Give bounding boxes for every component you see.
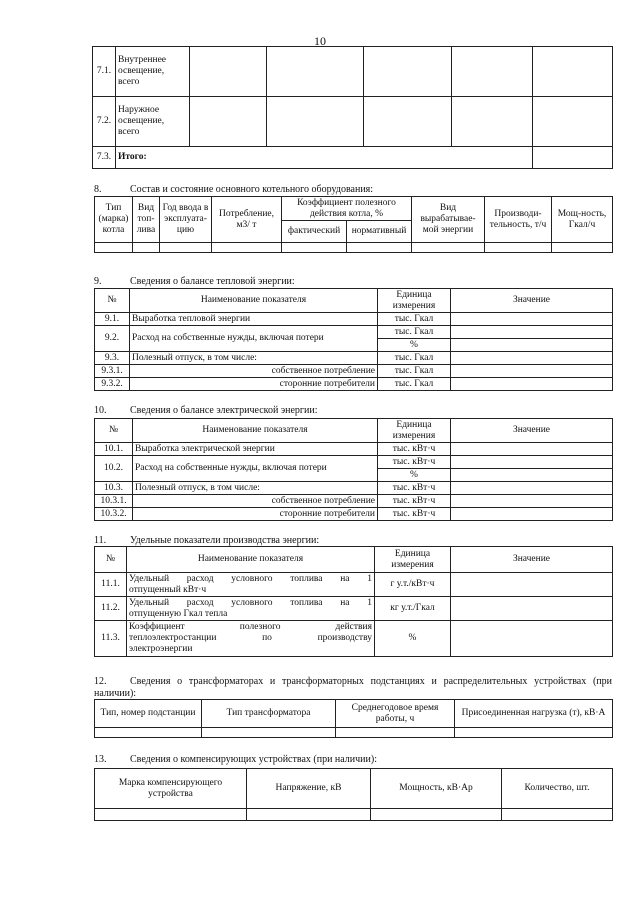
column-header: Напряжение, кВ — [247, 769, 371, 809]
table-row — [95, 378, 613, 391]
row-label — [127, 597, 375, 621]
column-header: Тип трансформатора — [202, 700, 336, 728]
column-header: Вид топ-лива — [133, 197, 160, 243]
table-row — [95, 809, 613, 821]
column-header: Среднегодовое время работы, ч — [336, 700, 455, 728]
table-row — [95, 728, 613, 738]
column-header: Значение — [451, 289, 613, 313]
section-10-title — [94, 405, 318, 417]
row-number: 7.1. — [93, 47, 116, 97]
section-title: Сведения о трансформаторах и трансформаторных подстанциях и распределительных устройствах (при наличии): — [94, 676, 612, 699]
row-number: 10.3.2. — [95, 508, 133, 521]
section-8-title — [94, 184, 373, 196]
row-unit: тыс. кВт·ч — [378, 482, 451, 495]
row-number: 9.3.1. — [95, 365, 130, 378]
section-13-title — [94, 754, 377, 766]
row-unit: тыс. кВт·ч — [378, 495, 451, 508]
column-header: Единица измерения — [375, 547, 451, 573]
table-row — [95, 573, 613, 597]
column-header: Марка компенсирующего устройства — [95, 769, 247, 809]
column-header: Присоединенная нагрузка (т), кВ·А — [455, 700, 613, 728]
row-unit: тыс. кВт·ч — [378, 443, 451, 456]
table-row — [95, 365, 613, 378]
page-number: 10 — [314, 34, 326, 48]
row-label: сторонние потребители — [130, 378, 378, 391]
transformers-table — [94, 699, 613, 738]
column-header: Тип, номер подстанции — [95, 700, 202, 728]
column-header: Потребление, м3/ т — [212, 197, 282, 243]
column-header: Вид вырабатывае-мой энергии — [412, 197, 485, 243]
column-header: Значение — [451, 547, 613, 573]
row-label-line: отпущенный кВт·ч — [129, 584, 207, 595]
section-title: Сведения о компенсирующих устройствах (при наличии): — [130, 754, 377, 765]
row-label: сторонние потребители — [133, 508, 378, 521]
boiler-equipment-table — [94, 196, 613, 253]
column-header: № — [95, 547, 127, 573]
row-label-line: теплоэлектростанции по производству — [129, 633, 372, 643]
row-label: Выработка электрической энергии — [133, 443, 378, 456]
row-unit: тыс. Гкал — [378, 352, 451, 365]
section-9-title — [94, 276, 295, 288]
column-header: Наименование показателя — [127, 547, 375, 573]
column-header: № — [95, 419, 133, 443]
specific-indicators-table — [94, 546, 613, 657]
section-title: Удельные показатели производства энергии: — [130, 535, 320, 546]
section-number: 12. — [94, 676, 107, 687]
row-unit: тыс. кВт·ч — [378, 456, 451, 469]
row-unit: тыс. Гкал — [378, 313, 451, 326]
row-number: 7.3. — [93, 147, 116, 169]
row-label — [127, 573, 375, 597]
row-label: Выработка тепловой энергии — [130, 313, 378, 326]
column-header: Тип (марка) котла — [95, 197, 133, 243]
row-label: Внутреннее освещение, всего — [116, 47, 190, 97]
table-row — [93, 47, 613, 97]
row-label-line: электроэнергии — [129, 644, 193, 654]
row-unit: % — [378, 469, 451, 482]
column-header: Значение — [451, 419, 613, 443]
table-row — [95, 243, 613, 253]
section-title: Сведения о балансе электрической энергии: — [130, 405, 318, 416]
column-header: Единица измерения — [378, 419, 451, 443]
row-unit: % — [378, 339, 451, 352]
column-header: Мощность, кВ·Ар — [371, 769, 502, 809]
compensating-devices-table — [94, 768, 613, 821]
row-unit: % — [375, 621, 451, 657]
section-number: 11. — [94, 535, 107, 546]
row-number: 10.3. — [95, 482, 133, 495]
section-12-title — [94, 676, 612, 700]
section-number: 13. — [94, 754, 107, 765]
section-number: 8. — [94, 184, 102, 195]
row-label-line: Удельный расход условного топлива на 1 — [129, 573, 372, 584]
row-label: Расход на собственные нужды, включая потери — [133, 456, 378, 482]
column-header: фактический — [282, 221, 347, 243]
section-number: 9. — [94, 276, 102, 287]
section-title: Состав и состояние основного котельного оборудования: — [130, 184, 374, 195]
row-label: собственное потребление — [133, 495, 378, 508]
lighting-table — [92, 46, 613, 169]
row-number: 11.1. — [95, 573, 127, 597]
section-title: Сведения о балансе тепловой энергии: — [130, 276, 295, 287]
row-unit: тыс. Гкал — [378, 378, 451, 391]
row-number: 9.3.2. — [95, 378, 130, 391]
row-unit: тыс. кВт·ч — [378, 508, 451, 521]
row-number: 11.3. — [95, 621, 127, 657]
row-label-line: Удельный расход условного топлива на 1 — [129, 597, 372, 608]
column-header: Наименование показателя — [130, 289, 378, 313]
row-number: 9.3. — [95, 352, 130, 365]
column-header: № — [95, 289, 130, 313]
heat-balance-table — [94, 288, 613, 391]
table-row — [93, 97, 613, 147]
row-label: Полезный отпуск, в том числе: — [130, 352, 378, 365]
row-label-line: отпущенную Гкал тепла — [129, 608, 228, 619]
row-label: собственное потребление — [130, 365, 378, 378]
table-row — [95, 482, 613, 495]
row-label: Расход на собственные нужды, включая потери — [130, 326, 378, 352]
row-label-line: Коэффициент полезного действия — [129, 622, 372, 632]
electric-balance-table — [94, 418, 613, 521]
table-row — [95, 597, 613, 621]
column-header: нормативный — [347, 221, 412, 243]
row-unit: тыс. Гкал — [378, 365, 451, 378]
row-label: Полезный отпуск, в том числе: — [133, 482, 378, 495]
table-row — [95, 326, 613, 339]
table-row — [95, 508, 613, 521]
column-header: Коэффициент полезного действия котла, % — [282, 197, 412, 221]
row-number: 10.2. — [95, 456, 133, 482]
table-row — [95, 621, 613, 657]
section-number: 10. — [94, 405, 107, 416]
column-header: Производи-тельность, т/ч — [485, 197, 552, 243]
table-row — [95, 495, 613, 508]
column-header: Единица измерения — [378, 289, 451, 313]
row-label — [127, 621, 375, 657]
column-header: Год ввода в эксплуата-цию — [160, 197, 212, 243]
column-header: Наименование показателя — [133, 419, 378, 443]
column-header: Мощ-ность, Гкал/ч — [552, 197, 613, 243]
row-number: 11.2. — [95, 597, 127, 621]
row-unit: кг у.т./Гкал — [375, 597, 451, 621]
row-number: 9.2. — [95, 326, 130, 352]
column-header: Количество, шт. — [502, 769, 613, 809]
row-label: Наружное освещение, всего — [116, 97, 190, 147]
table-row — [95, 352, 613, 365]
table-row — [95, 443, 613, 456]
table-row — [95, 313, 613, 326]
row-number: 10.1. — [95, 443, 133, 456]
row-number: 10.3.1. — [95, 495, 133, 508]
row-unit: г у.т./кВт·ч — [375, 573, 451, 597]
row-number: 7.2. — [93, 97, 116, 147]
row-unit: тыс. Гкал — [378, 326, 451, 339]
row-number: 9.1. — [95, 313, 130, 326]
total-label: Итого: — [116, 147, 533, 169]
table-row — [93, 147, 613, 169]
table-row — [95, 456, 613, 469]
